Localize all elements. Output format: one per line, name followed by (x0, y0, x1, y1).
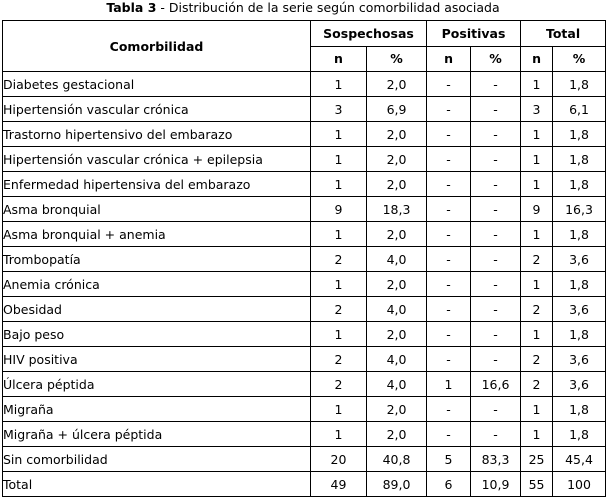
table-cell: - (427, 122, 471, 147)
table-cell: 1 (311, 72, 367, 97)
table-cell: 6 (427, 472, 471, 497)
table-cell: 1,8 (553, 147, 606, 172)
table-cell: 3,6 (553, 297, 606, 322)
table-cell: 1,8 (553, 397, 606, 422)
table-cell: 1 (311, 322, 367, 347)
row-label: HIV positiva (3, 347, 311, 372)
table-cell: 2,0 (367, 422, 427, 447)
table-cell: 1 (311, 147, 367, 172)
table-cell: 1,8 (553, 422, 606, 447)
table-cell: - (471, 322, 521, 347)
header-sub-n: n (427, 46, 471, 72)
table-cell: 1 (311, 397, 367, 422)
table-cell: - (427, 247, 471, 272)
table-cell: 2,0 (367, 72, 427, 97)
comorbidity-table (2, 20, 606, 497)
table-row (3, 297, 606, 322)
table-cell: 2,0 (367, 172, 427, 197)
header-group-total: Total (521, 21, 606, 47)
table-cell: 1 (521, 122, 553, 147)
table-cell: - (471, 222, 521, 247)
table-row (3, 447, 606, 472)
table-cell: 1 (521, 172, 553, 197)
row-label: Migraña + úlcera péptida (3, 422, 311, 447)
table-cell: 2 (311, 347, 367, 372)
table-cell: 1 (521, 147, 553, 172)
table-row (3, 222, 606, 247)
table-cell: 9 (521, 197, 553, 222)
table-cell: 1,8 (553, 222, 606, 247)
table-cell: 2,0 (367, 222, 427, 247)
header-comorbidity: Comorbilidad (3, 21, 311, 72)
table-cell: 2 (521, 372, 553, 397)
table-cell: 2,0 (367, 397, 427, 422)
table-cell: 4,0 (367, 297, 427, 322)
table-cell: 1 (521, 272, 553, 297)
table-cell: 89,0 (367, 472, 427, 497)
table-cell: 1,8 (553, 72, 606, 97)
table-cell: 2 (311, 297, 367, 322)
table-cell: 1 (521, 422, 553, 447)
header-group-positivas: Positivas (427, 21, 521, 47)
table-cell: - (427, 297, 471, 322)
table-cell: 2,0 (367, 147, 427, 172)
table-cell: - (427, 222, 471, 247)
table-cell: - (471, 172, 521, 197)
table-row (3, 172, 606, 197)
header-sub-pct: % (553, 46, 606, 72)
table-row (3, 322, 606, 347)
table-cell: 3 (311, 97, 367, 122)
table-cell: - (427, 322, 471, 347)
table-row (3, 147, 606, 172)
row-label: Obesidad (3, 297, 311, 322)
table-cell: 2,0 (367, 272, 427, 297)
caption-label: Tabla 3 (106, 0, 157, 15)
table-cell: - (471, 122, 521, 147)
table-cell: 1 (521, 72, 553, 97)
table-cell: 83,3 (471, 447, 521, 472)
header-row-groups (3, 21, 606, 47)
row-label: Hipertensión vascular crónica + epilepsia (3, 147, 311, 172)
table-cell: 16,3 (553, 197, 606, 222)
table-cell: 10,9 (471, 472, 521, 497)
table-cell: - (471, 397, 521, 422)
table-cell: - (471, 72, 521, 97)
row-label: Sin comorbilidad (3, 447, 311, 472)
table-cell: 5 (427, 447, 471, 472)
table-row (3, 247, 606, 272)
table-cell: 9 (311, 197, 367, 222)
table-cell: 1 (427, 372, 471, 397)
table-cell: - (471, 272, 521, 297)
table-cell: 40,8 (367, 447, 427, 472)
table-cell: 4,0 (367, 372, 427, 397)
header-group-sospechosas: Sospechosas (311, 21, 427, 47)
table-cell: 1 (311, 122, 367, 147)
table-cell: 3,6 (553, 347, 606, 372)
table-cell: - (427, 422, 471, 447)
table-cell: - (427, 172, 471, 197)
table-cell: 2,0 (367, 122, 427, 147)
table-cell: 1,8 (553, 122, 606, 147)
table-cell: - (471, 347, 521, 372)
table-cell: 6,1 (553, 97, 606, 122)
table-row (3, 372, 606, 397)
row-label: Bajo peso (3, 322, 311, 347)
table-cell: 45,4 (553, 447, 606, 472)
table-row (3, 72, 606, 97)
table-cell: 3,6 (553, 247, 606, 272)
row-label: Asma bronquial + anemia (3, 222, 311, 247)
table-cell: 1 (311, 422, 367, 447)
table-cell: 55 (521, 472, 553, 497)
table-caption (0, 0, 606, 20)
table-cell: 4,0 (367, 347, 427, 372)
table-cell: 16,6 (471, 372, 521, 397)
row-label: Anemia crónica (3, 272, 311, 297)
row-label: Enfermedad hipertensiva del embarazo (3, 172, 311, 197)
row-label: Trastorno hipertensivo del embarazo (3, 122, 311, 147)
row-label: Migraña (3, 397, 311, 422)
table-cell: - (427, 347, 471, 372)
caption-text: Distribución de la serie según comorbilidad asociada (168, 0, 500, 15)
table-cell: 100 (553, 472, 606, 497)
table-cell: - (471, 247, 521, 272)
table-cell: 2 (521, 297, 553, 322)
table-cell: 1 (311, 222, 367, 247)
table-cell: 2 (521, 347, 553, 372)
table-cell: 3 (521, 97, 553, 122)
table-cell: - (471, 297, 521, 322)
table-cell: 2 (521, 247, 553, 272)
table-cell: - (471, 147, 521, 172)
table-cell: 4,0 (367, 247, 427, 272)
table-row (3, 422, 606, 447)
table-cell: - (427, 397, 471, 422)
table-cell: - (471, 97, 521, 122)
table-row (3, 272, 606, 297)
table-body (3, 72, 606, 497)
table-cell: 49 (311, 472, 367, 497)
table-row (3, 97, 606, 122)
row-label: Úlcera péptida (3, 372, 311, 397)
table-cell: 18,3 (367, 197, 427, 222)
table-cell: 1 (521, 397, 553, 422)
table-row (3, 197, 606, 222)
table-cell: - (427, 147, 471, 172)
table-cell: 25 (521, 447, 553, 472)
table-cell: 2 (311, 372, 367, 397)
header-sub-pct: % (471, 46, 521, 72)
table-cell: - (427, 197, 471, 222)
table-row (3, 347, 606, 372)
table-cell: 1 (311, 172, 367, 197)
table-cell: 1,8 (553, 272, 606, 297)
table-cell: - (427, 97, 471, 122)
row-label: Asma bronquial (3, 197, 311, 222)
table-cell: 1,8 (553, 172, 606, 197)
header-sub-n: n (311, 46, 367, 72)
table-cell: 6,9 (367, 97, 427, 122)
row-label: Total (3, 472, 311, 497)
table-cell: - (471, 422, 521, 447)
table-cell: 1 (311, 272, 367, 297)
row-label: Hipertensión vascular crónica (3, 97, 311, 122)
table-row (3, 122, 606, 147)
table-cell: 3,6 (553, 372, 606, 397)
header-sub-pct: % (367, 46, 427, 72)
table-cell: 1 (521, 222, 553, 247)
caption-separator: - (156, 0, 169, 15)
row-label: Diabetes gestacional (3, 72, 311, 97)
table-row (3, 397, 606, 422)
table-cell: 20 (311, 447, 367, 472)
table-cell: - (427, 72, 471, 97)
table-row (3, 472, 606, 497)
table-cell: 2 (311, 247, 367, 272)
header-sub-n: n (521, 46, 553, 72)
table-cell: 2,0 (367, 322, 427, 347)
table-cell: - (471, 197, 521, 222)
row-label: Trombopatía (3, 247, 311, 272)
table-cell: - (427, 272, 471, 297)
table-cell: 1,8 (553, 322, 606, 347)
table-cell: 1 (521, 322, 553, 347)
